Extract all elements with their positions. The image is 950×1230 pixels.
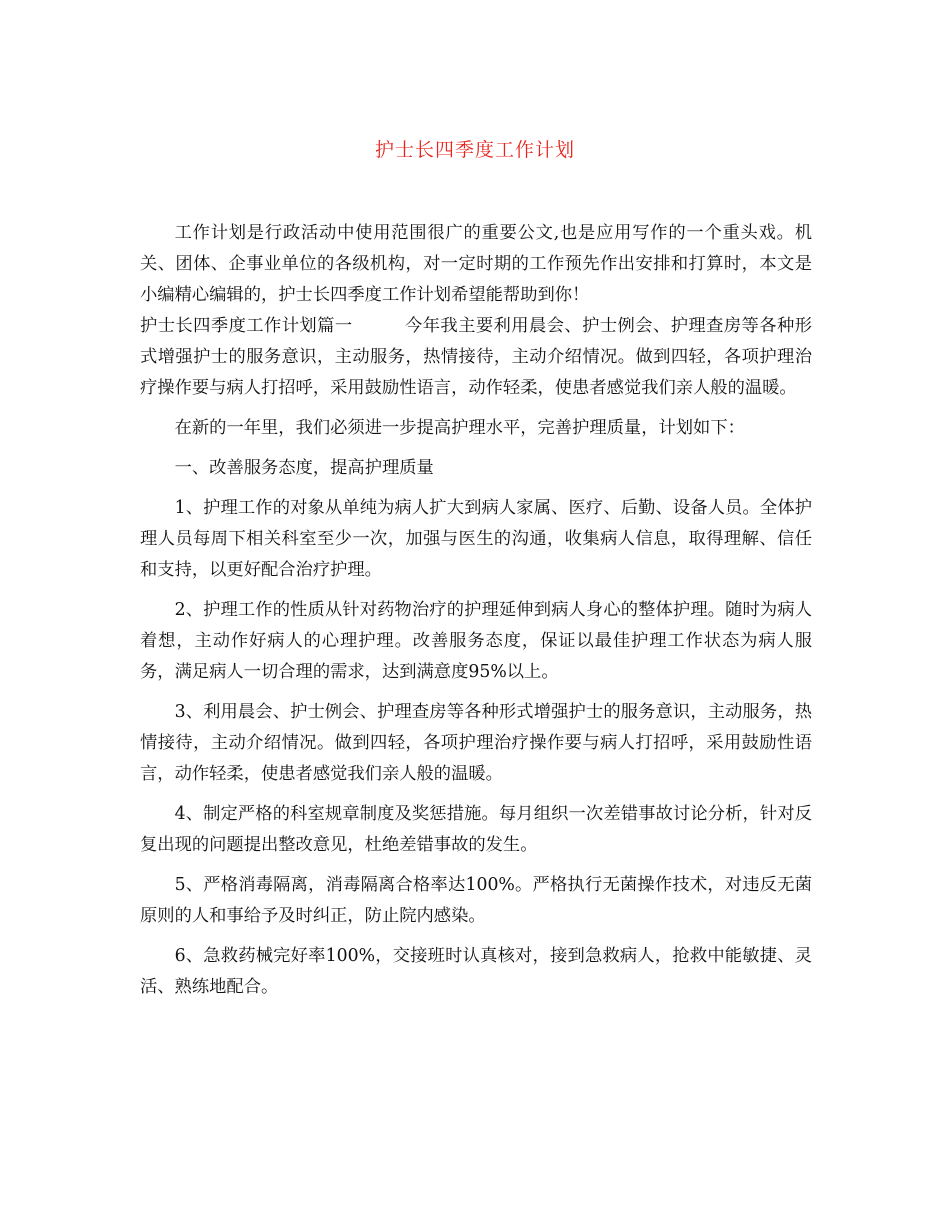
- section-paragraph: [140, 311, 812, 404]
- document-body: [140, 218, 812, 1003]
- document-title: 护士长四季度工作计划: [374, 139, 575, 161]
- list-item: 4、制定严格的科室规章制度及奖惩措施。每月组织一次差错事故讨论分析，针对反复出现的问题提出整改意见，杜绝差错事故的发生。: [140, 804, 812, 855]
- list-item: 2、护理工作的性质从针对药物治疗的护理延伸到病人身心的整体护理。随时为病人着想，主动作好病人的心理护理。改善服务态度，保证以最佳护理工作状态为病人服务，满足病人一切合理的需求，达到满意度95%以上。: [140, 600, 812, 682]
- list-item: 5、严格消毒隔离，消毒隔离合格率达100%。严格执行无菌操作技术，对违反无菌原则的人和事给予及时纠正，防止院内感染。: [140, 875, 812, 926]
- list-item: 1、护理工作的对象从单纯为病人扩大到病人家属、医疗、后勤、设备人员。全体护理人员每周下相关科室至少一次，加强与医生的沟通，收集病人信息，取得理解、信任和支持，以更好配合治疗护理。: [140, 498, 812, 580]
- subheading-paragraph: 一、改善服务态度，提高护理质量: [174, 458, 434, 478]
- intro-paragraph: 工作计划是行政活动中使用范围很广的重要公文,也是应用写作的一个重头戏。机关、团体、企事业单位的各级机构，对一定时期的工作预先作出安排和打算时，本文是小编精心编辑的，护士长四季度工作计划希望能帮助到你！: [140, 223, 812, 305]
- section-first-text: 今年我主要利用晨会、护士例会、护理查房等各种形式增强护士的服务意识，主动服务，热情接待，主动介绍情况。做到四轻，各项护理治疗操作要与病人打招呼，采用鼓励性语言，动作轻柔，使患者感觉我们亲人般的温暖。: [140, 316, 812, 398]
- list-item: 6、急救药械完好率100%，交接班时认真核对，接到急救病人，抢救中能敏捷、灵活、熟练地配合。: [140, 946, 812, 997]
- section-heading: 护士长四季度工作计划篇一: [140, 316, 353, 336]
- list-item: 3、利用晨会、护士例会、护理查房等各种形式增强护士的服务意识，主动服务，热情接待，主动介绍情况。做到四轻，各项护理治疗操作要与病人打招呼，采用鼓励性语言，动作轻柔，使患者感觉我们亲人般的温暖。: [140, 702, 812, 784]
- plan-intro-paragraph: 在新的一年里，我们必须进一步提高护理水平，完善护理质量，计划如下：: [174, 418, 745, 438]
